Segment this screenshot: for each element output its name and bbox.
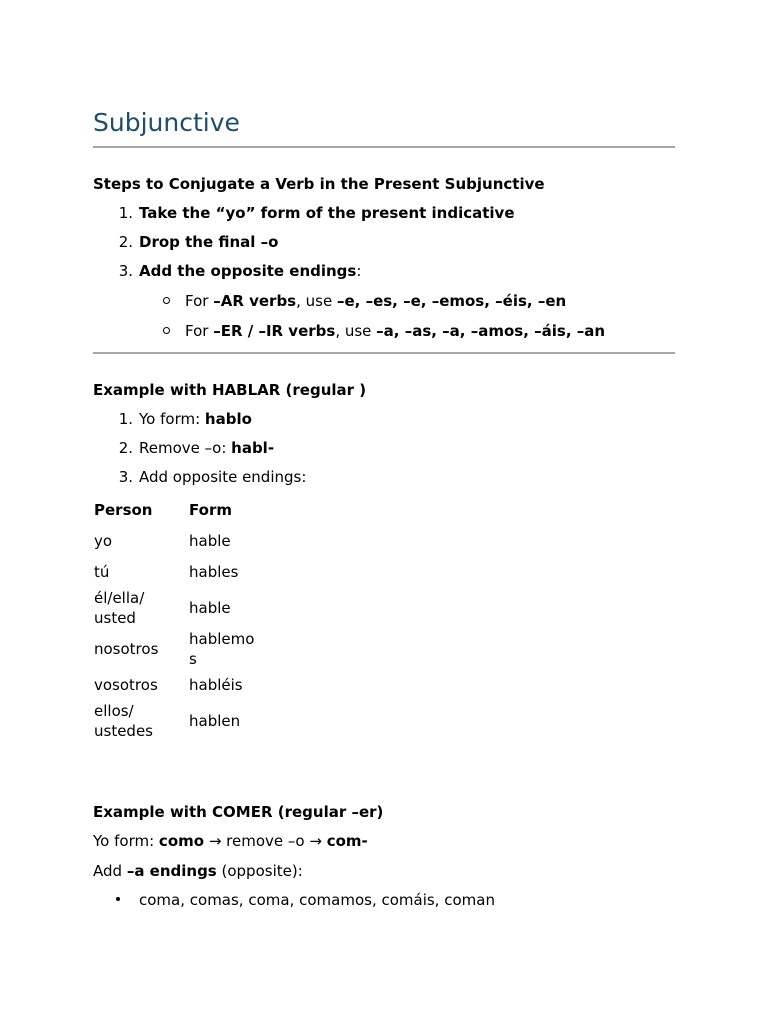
comer-yo-line <box>93 831 368 851</box>
step-text-after: : <box>356 262 362 280</box>
stem-value: com- <box>326 832 368 850</box>
yo-value: como <box>158 832 205 850</box>
divider <box>93 352 675 354</box>
step-text-bold: Add the opposite endings <box>139 262 357 280</box>
person-cell: vosotros <box>94 675 158 694</box>
step-label: Yo form: <box>139 410 205 428</box>
column-header-person: Person <box>94 500 153 519</box>
person-cell: yo <box>94 531 113 550</box>
form-cell: hablemos <box>189 629 255 668</box>
person-cell: nosotros <box>94 639 159 658</box>
substep-mid: , use <box>296 292 337 310</box>
comer-add-line <box>93 861 303 881</box>
step-number: 1. <box>118 204 133 222</box>
substep-verb: –ER / –IR verbs <box>213 322 336 340</box>
step-text: Drop the final –o <box>139 233 279 251</box>
person-cell: él/ella/ usted <box>94 588 145 627</box>
substep-verb: –AR verbs <box>213 292 297 310</box>
table-row <box>93 525 259 556</box>
form-cell: hable <box>189 598 231 617</box>
step-text <box>139 261 361 281</box>
add-after: (opposite): <box>216 862 303 880</box>
divider <box>93 146 675 148</box>
substep-text <box>185 321 605 341</box>
table-header-row <box>93 494 259 525</box>
person-cell: tú <box>94 562 110 581</box>
step-text: Take the “yo” form of the present indicative <box>139 204 515 222</box>
step-number: 3. <box>118 262 133 280</box>
hablar-heading: Example with HABLAR (regular ) <box>93 381 367 399</box>
person-cell: ellos/ ustedes <box>94 701 153 740</box>
bullet-icon <box>116 897 120 901</box>
yo-label: Yo form: <box>93 832 159 850</box>
form-cell: hables <box>189 562 239 581</box>
form-cell: hable <box>189 531 231 550</box>
hollow-bullet-icon <box>163 327 170 334</box>
step-text <box>139 438 274 458</box>
step-number: 3. <box>118 468 133 486</box>
add-bold: –a endings <box>126 862 217 880</box>
substep-prefix: For <box>185 292 214 310</box>
step-text <box>139 467 306 487</box>
substep-endings: –a, –as, –a, –amos, –áis, –an <box>376 322 606 340</box>
comer-forms-text: coma, comas, coma, comamos, comáis, coman <box>139 891 495 909</box>
form-cell: habléis <box>189 675 243 694</box>
arrow-text: → remove –o → <box>204 832 327 850</box>
add-label: Add <box>93 862 127 880</box>
table-row <box>93 556 259 587</box>
column-header-form: Form <box>189 500 232 519</box>
step-label: Remove –o: <box>139 439 232 457</box>
substep-prefix: For <box>185 322 214 340</box>
substep-text <box>185 291 566 311</box>
step-value: hablo <box>204 410 252 428</box>
table-row <box>93 628 259 669</box>
step-number: 2. <box>118 439 133 457</box>
comer-heading: Example with COMER (regular –er) <box>93 803 384 821</box>
table-row <box>93 669 259 700</box>
step-value: habl- <box>231 439 275 457</box>
step-label: Add opposite endings: <box>139 468 307 486</box>
form-cell: hablen <box>189 711 241 730</box>
conjugation-table <box>93 494 259 741</box>
step-number: 1. <box>118 410 133 428</box>
step-text <box>139 409 252 429</box>
substep-mid: , use <box>335 322 377 340</box>
table-row <box>93 700 259 741</box>
table-row <box>93 587 259 628</box>
step-number: 2. <box>118 233 133 251</box>
substep-endings: –e, –es, –e, –emos, –éis, –en <box>336 292 567 310</box>
page-title: Subjunctive <box>93 108 240 137</box>
hollow-bullet-icon <box>163 297 170 304</box>
steps-heading: Steps to Conjugate a Verb in the Present Subjunctive <box>93 175 545 193</box>
